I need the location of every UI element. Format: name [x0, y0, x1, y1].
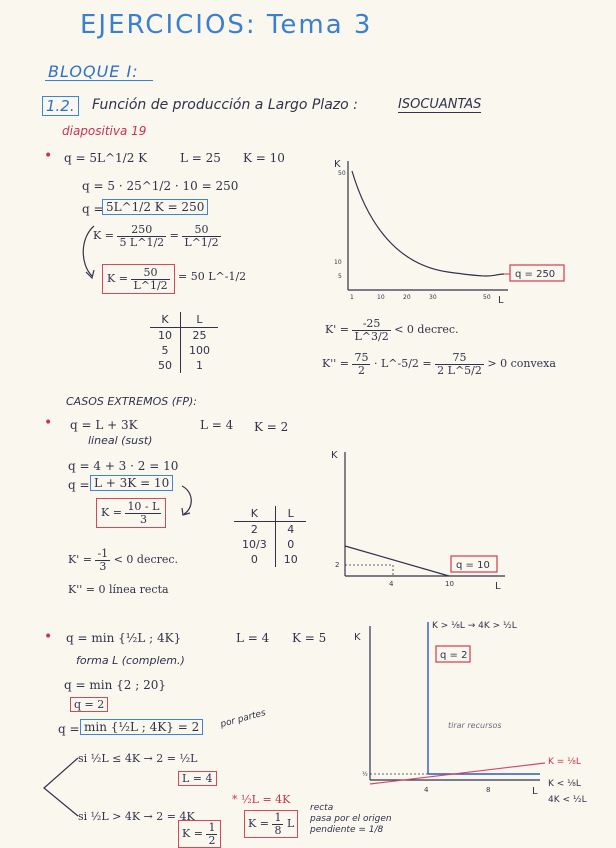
y-tick: 50	[338, 170, 346, 177]
ex1-table-head-k: K	[150, 312, 181, 328]
region-below-label: K < ⅛L	[548, 779, 581, 789]
ex1-d2-tail: > 0 convexa	[487, 357, 556, 371]
exercise-title: Función de producción a Largo Plazo :	[92, 97, 358, 113]
x-tick: 10	[445, 580, 454, 588]
ex2-result-k: K =	[101, 506, 122, 520]
region-above-label: K > ⅛L → 4K > ½L	[432, 621, 517, 631]
ex3-slope-k: K =	[248, 817, 269, 831]
bullet: •	[44, 415, 53, 431]
ex1-boxed-prefix: q =	[82, 202, 104, 216]
ex1-k-value: K = 10	[243, 151, 285, 165]
ex1-d1-tail: < 0 decrec.	[394, 323, 459, 337]
ex2-table-head-l: L	[275, 506, 306, 522]
ex1-function: q = 5L^1/2 K	[64, 151, 148, 165]
y-axis-label: K	[334, 159, 341, 170]
ex1-d1-frac	[352, 318, 390, 342]
ex1-solve-frac1	[117, 224, 166, 248]
ex2-table-cell: 0	[287, 538, 295, 551]
ex2-boxed-prefix: q =	[68, 478, 90, 492]
ex3-case1-result: L = 4	[178, 771, 217, 786]
bullet: •	[44, 148, 53, 164]
ex2-l-value: L = 4	[200, 418, 234, 432]
ex2-boxed-equation: L + 3K = 10	[90, 475, 173, 491]
ex2-result-frac	[125, 501, 161, 525]
ex2-k-value: K = 2	[254, 420, 289, 434]
ex3-case2-result	[178, 820, 221, 848]
ex2-d1-den: 3	[99, 559, 107, 573]
ex3-note: forma L (complem.)	[76, 654, 185, 667]
ex3-slope-frac	[272, 812, 283, 836]
ex1-calc: q = 5 · 25^1/2 · 10 = 250	[82, 179, 239, 193]
ex3-case2-k: K =	[182, 827, 203, 841]
ex3-l-value: L = 4	[236, 631, 270, 645]
ex1-solve-den1: 5 L^1/2	[119, 235, 165, 249]
x-tick: 10	[377, 294, 385, 301]
block-heading: BLOQUE I:	[48, 62, 139, 81]
y-axis-label: K	[354, 632, 361, 643]
ex1-l-value: L = 25	[180, 151, 221, 165]
ex1-d2-den2: 2 L^5/2	[437, 363, 482, 377]
ex2-table-cell: 10/3	[234, 537, 275, 552]
x-tick: 50	[483, 294, 491, 301]
ex1-table-cell: 100	[189, 344, 210, 357]
ex1-d1-den: L^3/2	[354, 329, 389, 343]
ex2-d1-num: -1	[97, 547, 109, 560]
ray-label: K = ⅛L	[548, 757, 581, 767]
ex1-solve-den2: L^1/2	[184, 235, 219, 249]
exercise-number: 1.2.	[42, 96, 79, 116]
ex3-case2-num: 1	[208, 821, 216, 834]
ex1-result-num: 50	[131, 267, 169, 280]
ex1-d2-frac1	[352, 352, 370, 376]
ex1-result-k: K =	[107, 272, 128, 286]
x-axis-label: L	[532, 786, 538, 797]
ex1-derivative1	[325, 318, 459, 342]
x-axis-label: L	[495, 581, 501, 592]
ex2-table-cell: 10	[283, 553, 298, 566]
ex3-line-note3: pendiente = 1/8	[310, 825, 384, 835]
ex1-solve-k-label: K =	[93, 229, 114, 243]
ex2-derivative2: K'' = 0 línea recta	[68, 583, 169, 596]
ex2-table	[234, 506, 306, 567]
ex3-isoquant-graph	[340, 616, 612, 816]
x-tick: 8	[486, 786, 491, 794]
ex1-derivative2	[322, 352, 556, 376]
ex1-d1-lhs: K' =	[325, 323, 349, 337]
ex2-function: q = L + 3K	[70, 418, 138, 432]
y-tick: 2	[335, 561, 340, 569]
ex1-solve-eq: =	[169, 229, 179, 243]
ex3-branch	[40, 748, 80, 820]
ex2-table-cell: 2	[234, 522, 275, 538]
ex1-result-den: L^1/2	[133, 278, 168, 292]
ex2-result-box	[96, 498, 166, 528]
ex1-table-head-l: L	[181, 312, 219, 328]
bullet: •	[44, 629, 53, 645]
ex1-d2-frac2	[435, 352, 484, 376]
ex2-table-head-k: K	[234, 506, 275, 522]
ex2-result-num: 10 - L	[127, 500, 160, 513]
curve-label: q = 2	[440, 650, 468, 661]
ex3-case1: si ½L ≤ 4K → 2 = ½L	[78, 752, 198, 765]
ex1-solve-frac2	[182, 224, 220, 248]
x-tick: 4	[389, 580, 394, 588]
ex3-slope-l: L	[286, 817, 295, 831]
y-tick: ½	[362, 771, 368, 778]
ex1-boxed-equation: 5L^1/2 K = 250	[102, 199, 208, 215]
ex1-d2-den1: 2	[357, 363, 365, 377]
ex1-d2-lhs: K'' =	[322, 357, 349, 371]
ex3-star-equation: * ½L = 4K	[232, 793, 291, 806]
ex1-table-cell: 50	[150, 358, 181, 373]
ex2-derivative1	[68, 548, 178, 572]
ex3-case2-frac	[206, 822, 217, 846]
ex3-function: q = min {½L ; 4K}	[66, 631, 182, 645]
ex3-case2: si ½L > 4K → 2 = 4K	[78, 810, 195, 823]
ex1-solve-num1: 250	[117, 224, 166, 237]
ex1-d1-num: -25	[352, 318, 390, 331]
ex2-table-cell: 0	[234, 552, 275, 567]
ex1-table	[150, 312, 218, 373]
isoquant-curve	[352, 171, 504, 276]
ex1-table-cell: 5	[150, 343, 181, 358]
ex2-d1-tail: < 0 decrec.	[113, 553, 179, 567]
ex2-d1-lhs: K' =	[68, 553, 92, 567]
y-axis-label: K	[331, 450, 338, 461]
ex3-case2-den: 2	[208, 833, 216, 847]
cases-heading: CASOS EXTREMOS (FP):	[66, 395, 198, 408]
curve-label: q = 250	[515, 269, 556, 280]
ex2-arrow	[178, 484, 200, 518]
ex2-note: lineal (sust)	[88, 434, 153, 447]
ex3-line-note1: recta	[310, 803, 334, 813]
ex3-k-value: K = 5	[292, 631, 327, 645]
x-tick: 1	[350, 294, 354, 301]
isoquant-line	[345, 546, 449, 576]
ex1-table-cell: 10	[150, 328, 181, 344]
ex3-boxed-prefix: q =	[58, 722, 80, 736]
ex1-isoquant-graph	[328, 155, 568, 305]
ex3-arrow-note: por partes	[219, 708, 267, 730]
region-below-label: 4K < ½L	[548, 795, 587, 805]
ex1-result-box	[102, 264, 175, 294]
x-axis-label: L	[498, 295, 504, 305]
ex2-calc: q = 4 + 3 · 2 = 10	[68, 459, 179, 473]
slide-reference: diapositiva 19	[62, 124, 147, 138]
ex1-solve-k	[93, 224, 221, 248]
ex3-q-box: q = 2	[70, 697, 108, 712]
ex3-slope-den: 8	[274, 823, 282, 837]
ex1-table-cell: 1	[196, 359, 203, 372]
waste-label: tirar recursos	[448, 721, 502, 730]
ex3-slope-num: 1	[274, 811, 282, 824]
ex3-calc: q = min {2 ; 20}	[64, 678, 166, 692]
curve-label: q = 10	[456, 560, 490, 571]
ex1-d2-mid: · L^-5/2 =	[373, 357, 432, 371]
x-tick: 30	[429, 294, 437, 301]
y-tick: 5	[338, 273, 342, 280]
ex1-arrow	[76, 224, 104, 284]
ex1-table-cell: 25	[192, 329, 207, 342]
ex1-result-tail: = 50 L^-1/2	[178, 270, 247, 283]
ex2-d1-frac	[95, 548, 110, 572]
ex2-table-cell: 4	[287, 523, 295, 536]
x-tick: 20	[403, 294, 411, 301]
ex1-result-frac	[131, 267, 169, 291]
ex2-isoquant-graph	[325, 444, 510, 594]
y-tick: 10	[334, 259, 342, 266]
ex1-solve-num2: 50	[182, 224, 220, 237]
exercise-topic: ISOCUANTAS	[398, 97, 482, 112]
ex1-d2-num1: 75	[354, 351, 369, 364]
ex3-slope-box	[244, 810, 298, 838]
ex1-d2-num2: 75	[435, 352, 484, 365]
ex2-result-den: 3	[139, 512, 147, 526]
x-tick: 4	[424, 786, 429, 794]
block-underline	[45, 80, 153, 81]
page-title: EJERCICIOS: Tema 3	[80, 10, 373, 40]
ex3-line-note2: pasa por el origen	[310, 814, 392, 824]
ex3-boxed-equation: min {½L ; 4K} = 2	[80, 719, 203, 735]
